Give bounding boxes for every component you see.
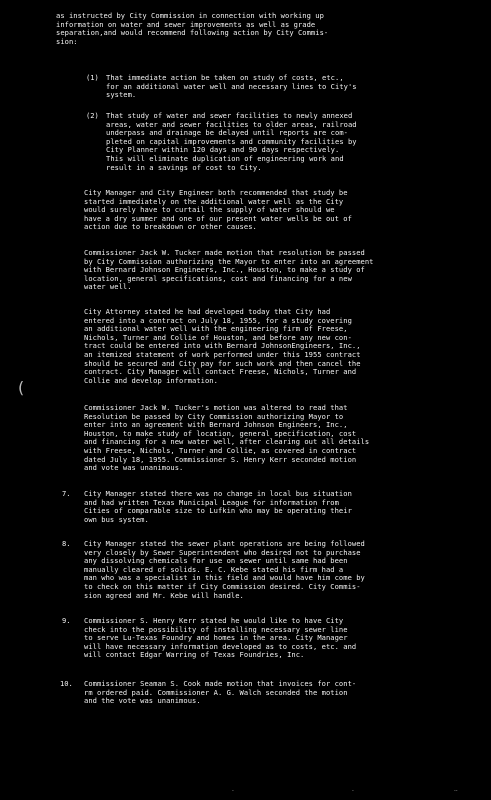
city-attorney-paragraph: City Attorney stated he had developed today that City had entered into a contract on July 18, 1955, for a study covering an additional water well with the engineering firm of Freese, Nichols, Turner and Collie of Houston, and before any new con- tract could be entered into with Bernard JohnsonEngineers, Inc., an itemized statement of work performed under this 1955 contract should be secured and City pay for such work and then cancel the contract. City Manager will contact Freese, Nichols, Turner and Collie and develop information. <box>84 307 361 385</box>
item-1-text: That immediate action be taken on study of costs, etc., for an additional water well and necessary lines to City's system. <box>106 73 357 100</box>
item-9-text: Commissioner S. Henry Kerr stated he would like to have City check into the possibility of installing necessary sewer line to serve Lu-Texas Foundry and homes in the area. City Manager will have necessary information developed as to costs, etc. and will contact Edgar Warring of Texas Foundries, Inc. <box>84 616 357 660</box>
item-7-number: 7. <box>62 489 71 498</box>
margin-mark: ( <box>18 378 25 397</box>
tucker-amended-motion-paragraph: Commissioner Jack W. Tucker's motion was altered to read that Resolution be passed by City Commission authorizing Mayor to enter into an agreement with Bernard Johnson Engineers, Inc., Houston, to make study of location, general specification, cost and financing for a new water well, after clearing out all details with Freese, Nichols, Turner and Collie, as covered in contract dated July 18, 1955. Commissioner S. Henry Kerr seconded motion and vote was unanimous. <box>84 403 370 473</box>
item-9-number: 9. <box>62 616 71 625</box>
item-8-text: City Manager stated the sewer plant operations are being followed very closely by Sewer Superintendent who desired not to purchase any dissolving chemicals for use on sewer until same had been manually cleared of solids. E. C. Kebe stated his firm had a man who was a specialist in this field and would have him come by to check on this matter if City Commission desired. City Commis- sion agreed and Mr. Kebe will handle. <box>84 539 365 600</box>
city-manager-engineer-paragraph: City Manager and City Engineer both recommended that study be started immediately on the additional water well as the City would surely have to curtail the supply of water should we have a dry summer and one of our present water wells be out of action due to breakdown or other causes. <box>84 188 352 232</box>
item-2-text: That study of water and sewer facilities to newly annexed areas, water and sewer facilities to older areas, railroad underpass and drainage be delayed until reports are com- pleted on capital improvements and community facilities by City Planner within 120 days and 90 days respectively. This will eliminate duplication of engineering work and result in a savings of cost to City. <box>106 111 357 172</box>
item-10-text: Commissioner Seaman S. Cook made motion that invoices for cont- rm ordered paid. Commissioner A. G. Walch seconded the motion and the vote was unanimous. <box>84 679 357 706</box>
item-10-number: 10. <box>60 679 73 688</box>
item-7-text: City Manager stated there was no change in local bus situation and had written Texas Municipal League for information from Cities of comparable size to Lufkin who may be operating their own bus system. <box>84 489 352 524</box>
scan-speck: · <box>352 788 354 795</box>
intro-paragraph: as instructed by City Commission in connection with working up information on water and sewer improvements as well as grade separation,and would recommend following action by City Commis- sion: <box>56 11 329 46</box>
item-8-number: 8. <box>62 539 71 548</box>
scan-speck: · <box>232 788 234 795</box>
item-2-number: (2) <box>86 111 99 120</box>
scan-speck: ·· <box>454 788 458 795</box>
tucker-motion-paragraph: Commissioner Jack W. Tucker made motion that resolution be passed by City Commission authorizing the Mayor to enter into an agreement with Bernard Johnson Engineers, Inc., Houston, to make a study of location, general specifications, cost and financing for a new water well. <box>84 248 374 292</box>
item-1-number: (1) <box>86 73 99 82</box>
